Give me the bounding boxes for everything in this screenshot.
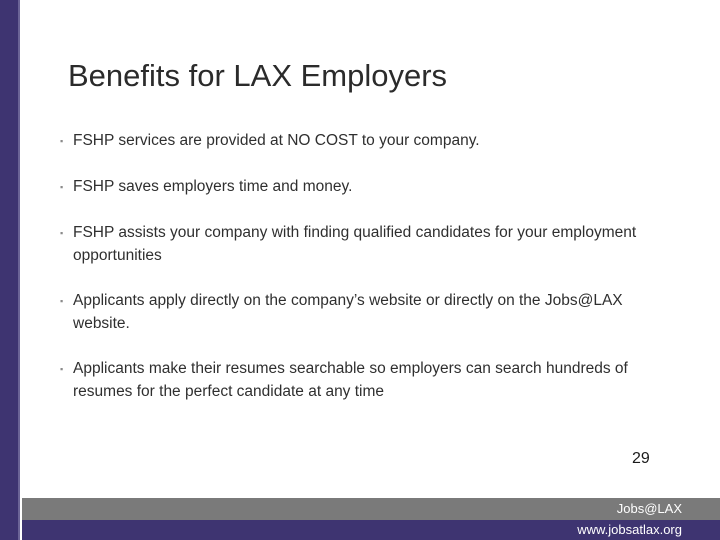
footer-brand-logo: Jobs@LAX: [616, 501, 682, 516]
footer-purple-band: [22, 520, 720, 540]
bullet-item: [60, 130, 660, 153]
bullet-marker: ▪: [60, 182, 64, 192]
bullet-text: FSHP saves employers time and money.: [73, 178, 353, 195]
left-accent-bar: [0, 0, 18, 540]
left-accent-line: [18, 0, 20, 540]
bullet-text: Applicants apply directly on the company’s website or directly on the Jobs@LAX website.: [73, 292, 623, 332]
bullet-text: FSHP services are provided at NO COST to your company.: [73, 132, 480, 149]
bullet-item: [60, 290, 660, 335]
bullet-marker: ▪: [60, 228, 64, 238]
footer-gray-band: [22, 498, 720, 520]
bullet-item: [60, 222, 660, 267]
bullet-item: [60, 176, 660, 199]
slide-title: Benefits for LAX Employers: [68, 58, 448, 93]
bullet-marker: ▪: [60, 136, 64, 146]
page-number: 29: [632, 450, 650, 467]
bullet-item: [60, 358, 660, 403]
bullet-text: Applicants make their resumes searchable so employers can search hundreds of resumes for the perfect candidate at any time: [73, 360, 628, 400]
bullet-marker: ▪: [60, 364, 64, 374]
bullet-text: FSHP assists your company with finding qualified candidates for your employment opportunities: [73, 224, 637, 264]
bullet-marker: ▪: [60, 296, 64, 306]
footer-url: www.jobsatlax.org: [577, 522, 682, 537]
